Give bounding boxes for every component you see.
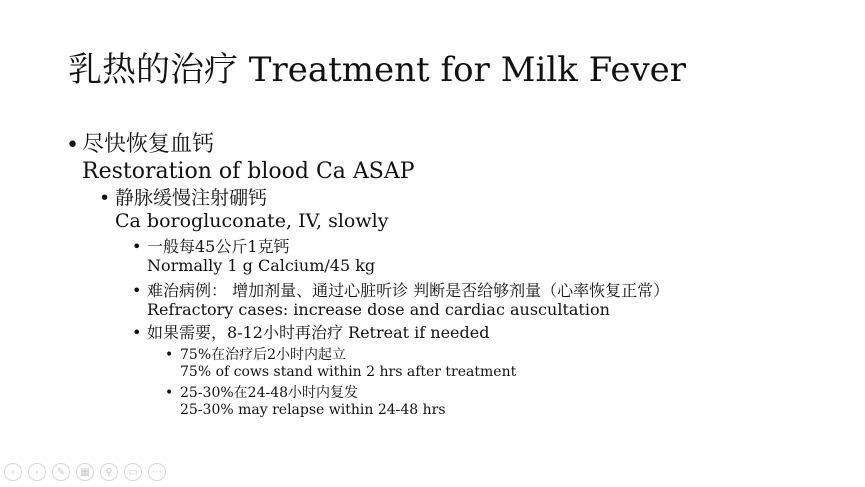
bullet-l4 xyxy=(180,347,516,381)
next-slide-button[interactable] xyxy=(28,463,46,481)
pen-icon: ✎ xyxy=(56,466,66,478)
bullet-zh: 25-30%在24-48小时内复发 xyxy=(180,385,359,401)
bullet-en: Ca borogluconate, IV, slowly xyxy=(115,210,389,232)
bullet-l4 xyxy=(180,385,446,419)
bullet-en: 75% of cows stand within 2 hrs after treatment xyxy=(180,364,517,380)
subtitles-button[interactable] xyxy=(124,463,142,481)
bullet-en: Restoration of blood Ca ASAP xyxy=(82,159,415,184)
bullet-dot: • xyxy=(132,237,142,256)
bullet-en: Refractory cases: increase dose and cardiac auscultation xyxy=(147,300,610,319)
bullet-dot: • xyxy=(99,187,111,209)
bullet-l1 xyxy=(82,131,415,185)
magnifier-icon: ⚲ xyxy=(105,466,113,478)
bullet-l3 xyxy=(147,323,489,342)
bullet-en: Normally 1 g Calcium/45 kg xyxy=(147,256,376,275)
ellipsis-icon: ⋯ xyxy=(152,466,162,478)
chevron-right-icon: › xyxy=(35,466,39,478)
bullet-dot: • xyxy=(132,323,142,342)
bullet-l2 xyxy=(115,187,388,233)
pen-tool-button[interactable] xyxy=(52,463,70,481)
bullet-dot: • xyxy=(66,133,79,158)
previous-slide-button[interactable] xyxy=(4,463,22,481)
slide-title: 乳热的治疗 Treatment for Milk Fever xyxy=(68,50,687,90)
screen-icon: ▭ xyxy=(128,466,138,478)
bullet-dot: • xyxy=(165,385,174,401)
bullet-zh: 静脉缓慢注射硼钙 xyxy=(115,187,268,209)
bullet-en: 25-30% may relapse within 24-48 hrs xyxy=(180,402,446,418)
bullet-l3 xyxy=(147,281,669,319)
bullet-dot: • xyxy=(165,347,174,363)
chevron-left-icon: ‹ xyxy=(11,466,15,478)
bullet-dot: • xyxy=(132,281,142,300)
bullet-zh: 一般每45公斤1克钙 xyxy=(147,237,290,256)
zoom-button[interactable] xyxy=(100,463,118,481)
bullet-l3 xyxy=(147,237,375,275)
see-all-slides-button[interactable] xyxy=(76,463,94,481)
slideshow-toolbar xyxy=(4,463,166,483)
more-options-button[interactable] xyxy=(148,463,166,481)
bullet-zh: 75%在治疗后2小时内起立 xyxy=(180,347,347,363)
bullet-zh: 难治病例： 增加剂量、通过心脏听诊 判断是否给够剂量（心率恢复正常） xyxy=(147,281,670,300)
grid-icon: ▦ xyxy=(80,466,90,478)
bullet-zh: 尽快恢复血钙 xyxy=(82,132,215,157)
bullet-text: 如果需要，8-12小时再治疗 Retreat if needed xyxy=(147,323,490,342)
